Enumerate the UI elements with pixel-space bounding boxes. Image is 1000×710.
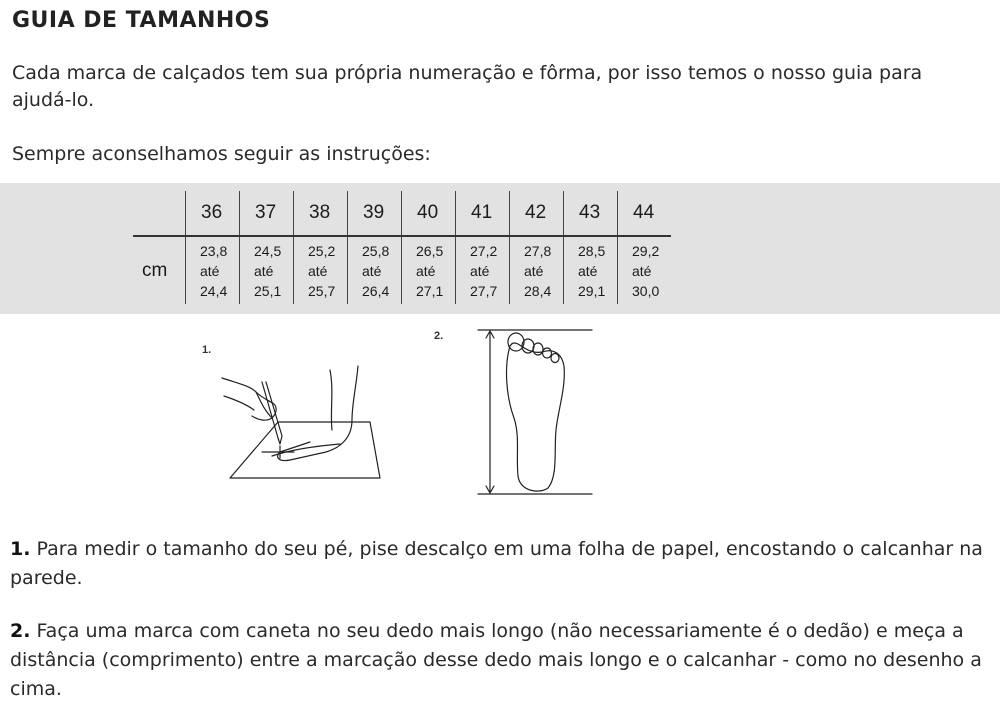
size-header: 38 bbox=[294, 191, 348, 236]
range-max: 29,1 bbox=[578, 283, 606, 299]
step-number: 1. bbox=[10, 538, 31, 560]
range-cell bbox=[240, 236, 294, 304]
range-word: até bbox=[308, 263, 328, 279]
size-header: 42 bbox=[510, 191, 564, 236]
size-table bbox=[133, 191, 671, 304]
range-min: 28,5 bbox=[578, 243, 606, 259]
range-max: 25,7 bbox=[308, 283, 336, 299]
range-word: até bbox=[254, 263, 274, 279]
range-word: até bbox=[524, 263, 544, 279]
range-cell bbox=[348, 236, 402, 304]
range-min: 26,5 bbox=[416, 243, 444, 259]
range-word: até bbox=[632, 263, 652, 279]
range-word: até bbox=[416, 263, 436, 279]
step-text: Para medir o tamanho do seu pé, pise descalço em uma folha de papel, encostando o calcanhar na parede. bbox=[10, 538, 983, 589]
intro-text: Cada marca de calçados tem sua própria numeração e fôrma, por isso temos o nosso guia para ajudá-lo. bbox=[12, 62, 923, 111]
range-word: até bbox=[362, 263, 382, 279]
size-header: 39 bbox=[348, 191, 402, 236]
range-min: 25,8 bbox=[362, 243, 390, 259]
size-header: 41 bbox=[456, 191, 510, 236]
range-cell bbox=[510, 236, 564, 304]
range-max: 30,0 bbox=[632, 283, 660, 299]
size-header: 44 bbox=[618, 191, 672, 236]
instruction-step-2 bbox=[10, 617, 995, 704]
step-text: Faça uma marca com caneta no seu dedo mais longo (não necessariamente é o dedão) e meça a distância (comprimento) entre a marcação desse dedo mais longo e o calcanhar - como no desenho a cima. bbox=[10, 620, 982, 700]
unit-label: cm bbox=[142, 259, 168, 281]
range-min: 25,2 bbox=[308, 243, 336, 259]
figure-2-label: 2. bbox=[434, 330, 444, 342]
range-cell bbox=[402, 236, 456, 304]
step-number: 2. bbox=[10, 620, 31, 642]
advice-text: Sempre aconselhamos seguir as instruções: bbox=[12, 143, 431, 165]
range-max: 27,7 bbox=[470, 283, 498, 299]
range-max: 28,4 bbox=[524, 283, 552, 299]
range-cell bbox=[564, 236, 618, 304]
range-min: 27,8 bbox=[524, 243, 552, 259]
size-header: 37 bbox=[240, 191, 294, 236]
range-word: até bbox=[578, 263, 598, 279]
size-header: 40 bbox=[402, 191, 456, 236]
range-max: 26,4 bbox=[362, 283, 390, 299]
size-header-row bbox=[133, 191, 671, 236]
figure-1-foot-tracing-illustration bbox=[220, 360, 390, 490]
range-min: 23,8 bbox=[200, 243, 228, 259]
range-cell bbox=[618, 236, 672, 304]
range-word: até bbox=[470, 263, 490, 279]
range-min: 29,2 bbox=[632, 243, 660, 259]
figure-2-foot-measurement-illustration bbox=[470, 326, 600, 498]
range-min: 27,2 bbox=[470, 243, 498, 259]
size-header: 36 bbox=[186, 191, 240, 236]
range-max: 24,4 bbox=[200, 283, 228, 299]
range-max: 25,1 bbox=[254, 283, 282, 299]
range-cell bbox=[294, 236, 348, 304]
range-min: 24,5 bbox=[254, 243, 282, 259]
range-max: 27,1 bbox=[416, 283, 444, 299]
table-corner bbox=[133, 191, 186, 236]
figure-1-label: 1. bbox=[202, 344, 212, 356]
range-cell bbox=[456, 236, 510, 304]
range-cell bbox=[186, 236, 240, 304]
size-header: 43 bbox=[564, 191, 618, 236]
range-word: até bbox=[200, 263, 220, 279]
page-title: GUIA DE TAMANHOS bbox=[12, 8, 271, 33]
cm-range-row bbox=[133, 236, 671, 304]
instruction-step-1 bbox=[10, 535, 995, 593]
